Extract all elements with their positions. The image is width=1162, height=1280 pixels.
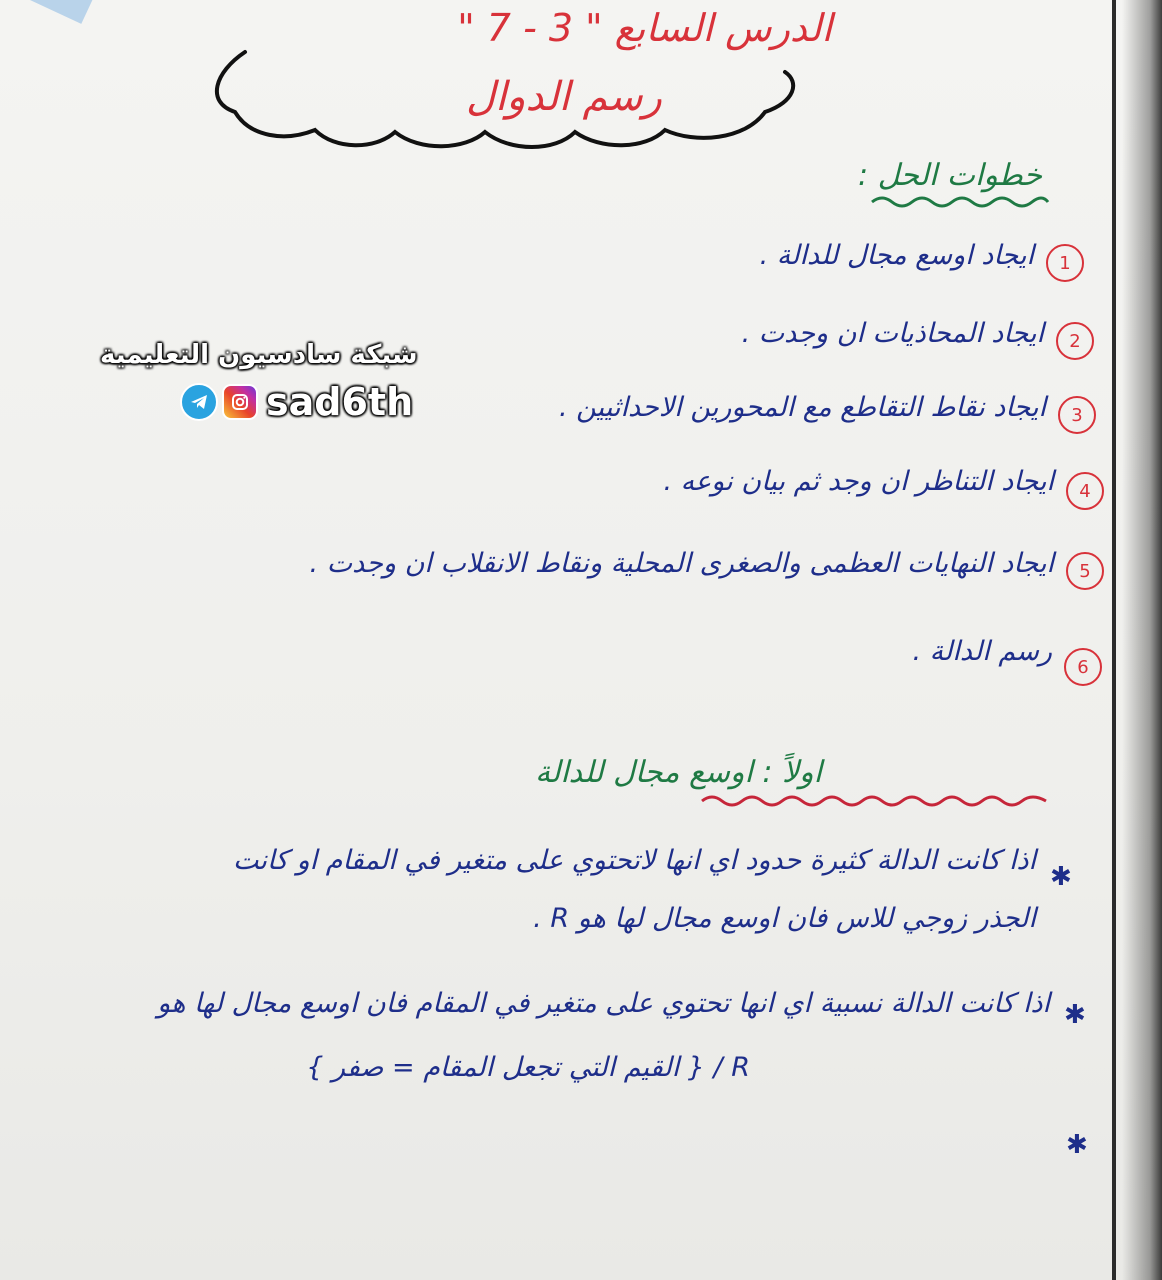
- bullet-star-1: ✱: [1050, 862, 1072, 892]
- step-number-4: 4: [1066, 472, 1104, 510]
- paper-edge: [1112, 0, 1116, 1280]
- step-number-3: 3: [1058, 396, 1096, 434]
- step-text-4: ايجاد التناظر ان وجد ثم بيان نوعه .: [663, 466, 1054, 497]
- lesson-subtitle: رسم الدوال: [466, 74, 662, 120]
- lesson-title: الدرس السابع " 3 - 7 ": [457, 6, 832, 50]
- step-number-5: 5: [1066, 552, 1104, 590]
- corner-mark: [30, 0, 119, 38]
- para2-line1: اذا كانت الدالة نسبية اي انها تحتوي على متغير في المقام فان اوسع مجال لها هو: [157, 988, 1050, 1019]
- step-text-6: رسم الدالة .: [912, 636, 1052, 667]
- step-text-5: ايجاد النهايات العظمى والصغرى المحلية ونقاط الانقلاب ان وجدت .: [309, 548, 1054, 579]
- steps-heading-underline: [870, 192, 1050, 212]
- step-number-2: 2: [1056, 322, 1094, 360]
- steps-heading: خطوات الحل :: [858, 158, 1042, 193]
- instagram-icon: [222, 384, 258, 420]
- para1-line2: الجذر زوجي للاس فان اوسع مجال لها هو R .: [533, 903, 1036, 934]
- watermark-network-name: شبكة سادسيون التعليمية: [100, 340, 418, 370]
- step-text-3: ايجاد نقاط التقاطع مع المحورين الاحداثيين .: [558, 392, 1046, 423]
- step-number-6: 6: [1064, 648, 1102, 686]
- bullet-star-3: ✱: [1066, 1130, 1088, 1160]
- bullet-star-2: ✱: [1064, 1000, 1086, 1030]
- section-heading: اولاً : اوسع مجال للدالة: [535, 755, 822, 790]
- section-heading-underline: [700, 790, 1050, 812]
- watermark-handle: sad6th: [266, 380, 414, 424]
- step-text-2: ايجاد المحاذيات ان وجدت .: [741, 318, 1044, 349]
- para1-line1: اذا كانت الدالة كثيرة حدود اي انها لاتحتوي على متغير في المقام او كانت: [232, 845, 1036, 876]
- para2-line2: R / { القيم التي تجعل المقام = صفر }: [306, 1052, 750, 1083]
- telegram-icon: [180, 383, 218, 421]
- step-text-1: ايجاد اوسع مجال للدالة .: [759, 240, 1034, 271]
- edge-shadow: [1122, 0, 1162, 1280]
- watermark-handle-row: [180, 380, 413, 424]
- step-number-1: 1: [1046, 244, 1084, 282]
